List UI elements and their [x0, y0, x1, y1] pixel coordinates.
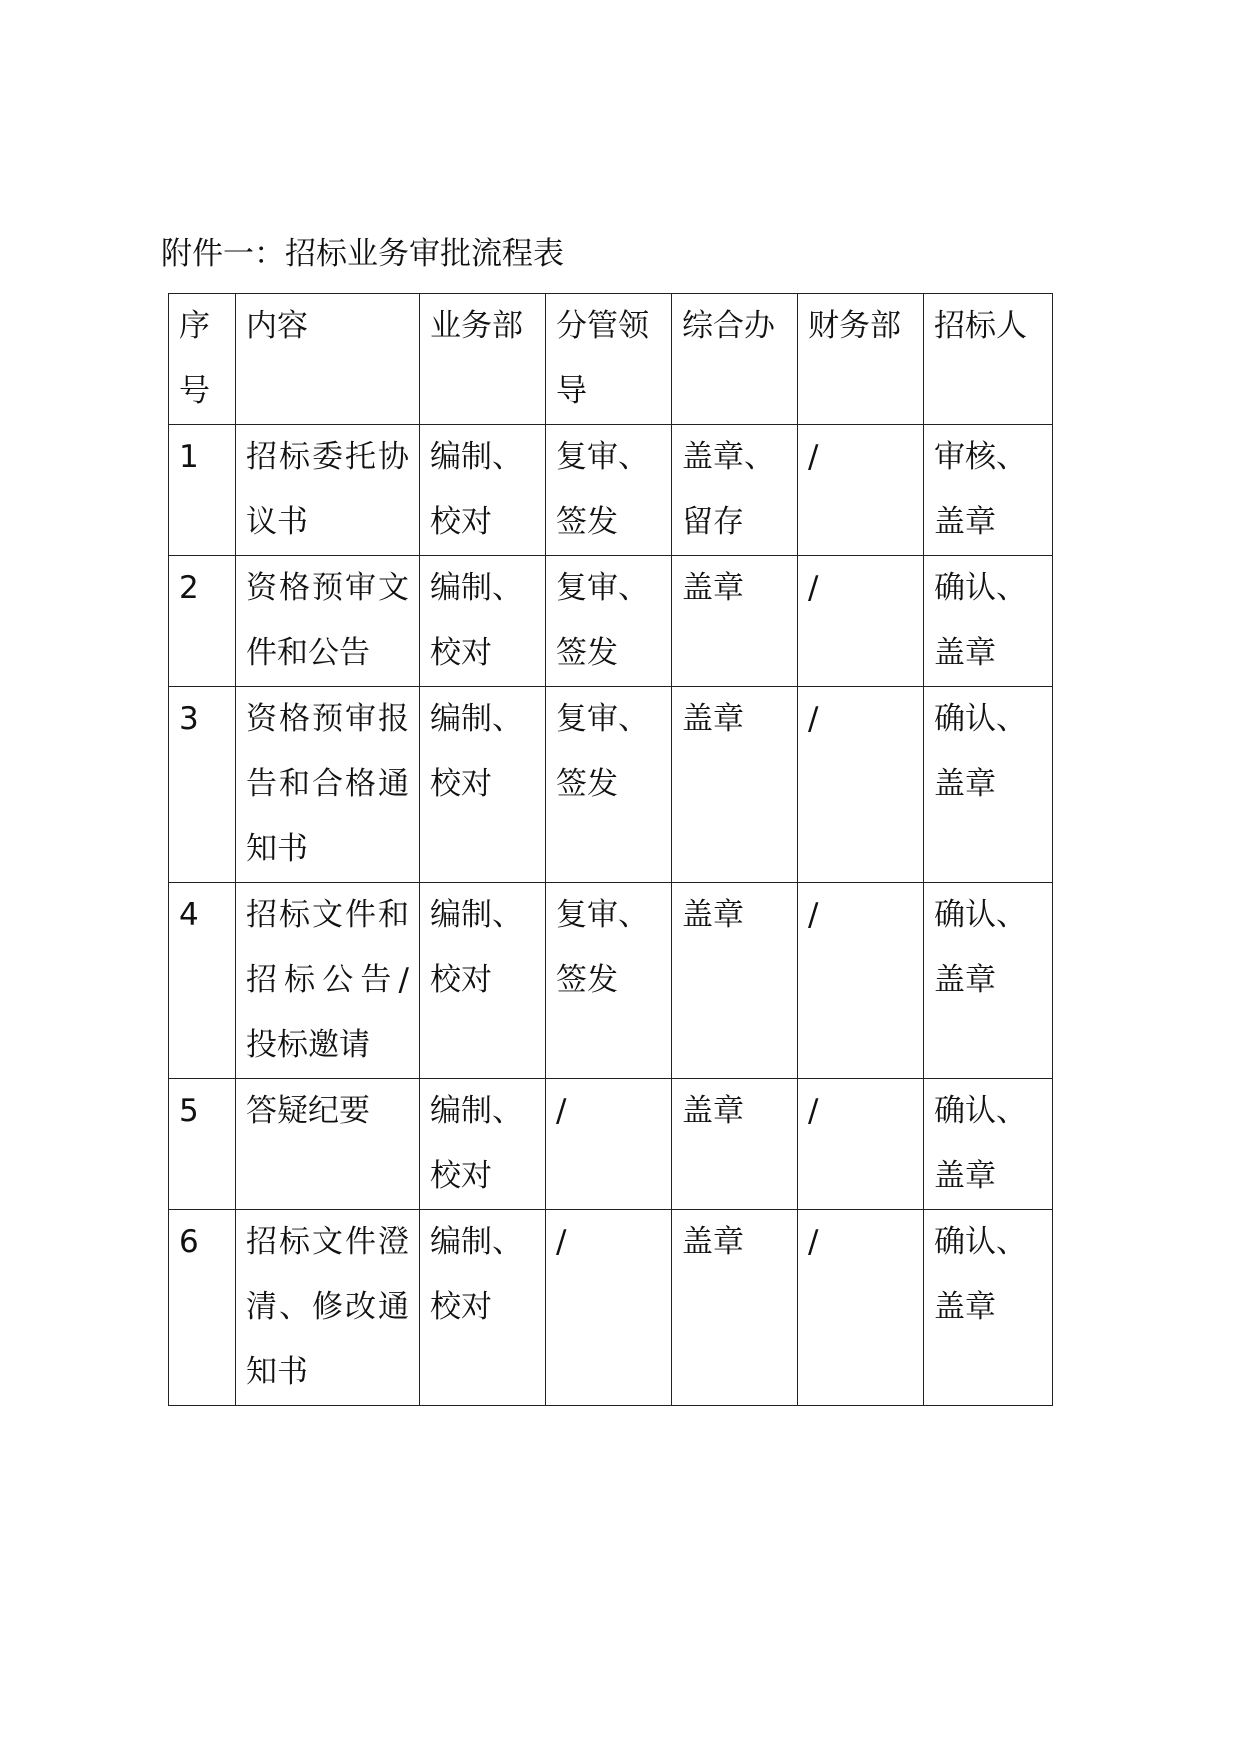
- cell-tenderer: 确认、盖章: [924, 556, 1053, 687]
- header-index: 序号: [169, 294, 236, 425]
- header-content: 内容: [236, 294, 420, 425]
- cell-content: 招标文件和招标公告/投标邀请: [236, 883, 420, 1079]
- cell-content: 资格预审报告和合格通知书: [236, 687, 420, 883]
- header-supervising-leader: 分管领导: [546, 294, 672, 425]
- cell-supervising-leader: 复审、签发: [546, 883, 672, 1079]
- cell-content: 招标文件澄清、修改通知书: [236, 1210, 420, 1406]
- cell-index: 3: [169, 687, 236, 883]
- header-business-dept: 业务部: [420, 294, 546, 425]
- table-row: [169, 1079, 1053, 1210]
- cell-tenderer: 确认、盖章: [924, 687, 1053, 883]
- cell-business-dept: 编制、校对: [420, 883, 546, 1079]
- header-tenderer: 招标人: [924, 294, 1053, 425]
- cell-tenderer: 审核、盖章: [924, 425, 1053, 556]
- cell-general-office: 盖章: [672, 687, 798, 883]
- cell-supervising-leader: /: [546, 1079, 672, 1210]
- cell-index: 1: [169, 425, 236, 556]
- cell-finance-dept: /: [798, 425, 924, 556]
- cell-content: 资格预审文件和公告: [236, 556, 420, 687]
- cell-finance-dept: /: [798, 1079, 924, 1210]
- cell-general-office: 盖章: [672, 1079, 798, 1210]
- table-row: [169, 425, 1053, 556]
- cell-general-office: 盖章: [672, 883, 798, 1079]
- cell-business-dept: 编制、校对: [420, 425, 546, 556]
- cell-business-dept: 编制、校对: [420, 687, 546, 883]
- cell-content: 答疑纪要: [236, 1079, 420, 1210]
- header-finance-dept: 财务部: [798, 294, 924, 425]
- cell-general-office: 盖章、留存: [672, 425, 798, 556]
- cell-tenderer: 确认、盖章: [924, 1210, 1053, 1406]
- cell-tenderer: 确认、盖章: [924, 1079, 1053, 1210]
- cell-finance-dept: /: [798, 687, 924, 883]
- cell-supervising-leader: 复审、签发: [546, 425, 672, 556]
- cell-business-dept: 编制、校对: [420, 556, 546, 687]
- cell-index: 5: [169, 1079, 236, 1210]
- cell-business-dept: 编制、校对: [420, 1210, 546, 1406]
- cell-index: 6: [169, 1210, 236, 1406]
- table-row: [169, 687, 1053, 883]
- table-row: [169, 1210, 1053, 1406]
- cell-index: 2: [169, 556, 236, 687]
- cell-supervising-leader: 复审、签发: [546, 556, 672, 687]
- header-general-office: 综合办: [672, 294, 798, 425]
- cell-tenderer: 确认、盖章: [924, 883, 1053, 1079]
- cell-supervising-leader: /: [546, 1210, 672, 1406]
- cell-finance-dept: /: [798, 1210, 924, 1406]
- cell-finance-dept: /: [798, 556, 924, 687]
- cell-content: 招标委托协议书: [236, 425, 420, 556]
- cell-general-office: 盖章: [672, 1210, 798, 1406]
- table-row: [169, 556, 1053, 687]
- cell-business-dept: 编制、校对: [420, 1079, 546, 1210]
- cell-general-office: 盖章: [672, 556, 798, 687]
- table-header-row: [169, 294, 1053, 425]
- approval-process-table: [168, 293, 1053, 1406]
- cell-index: 4: [169, 883, 236, 1079]
- table-row: [169, 883, 1053, 1079]
- cell-supervising-leader: 复审、签发: [546, 687, 672, 883]
- cell-finance-dept: /: [798, 883, 924, 1079]
- page-title: 附件一：招标业务审批流程表: [161, 236, 564, 272]
